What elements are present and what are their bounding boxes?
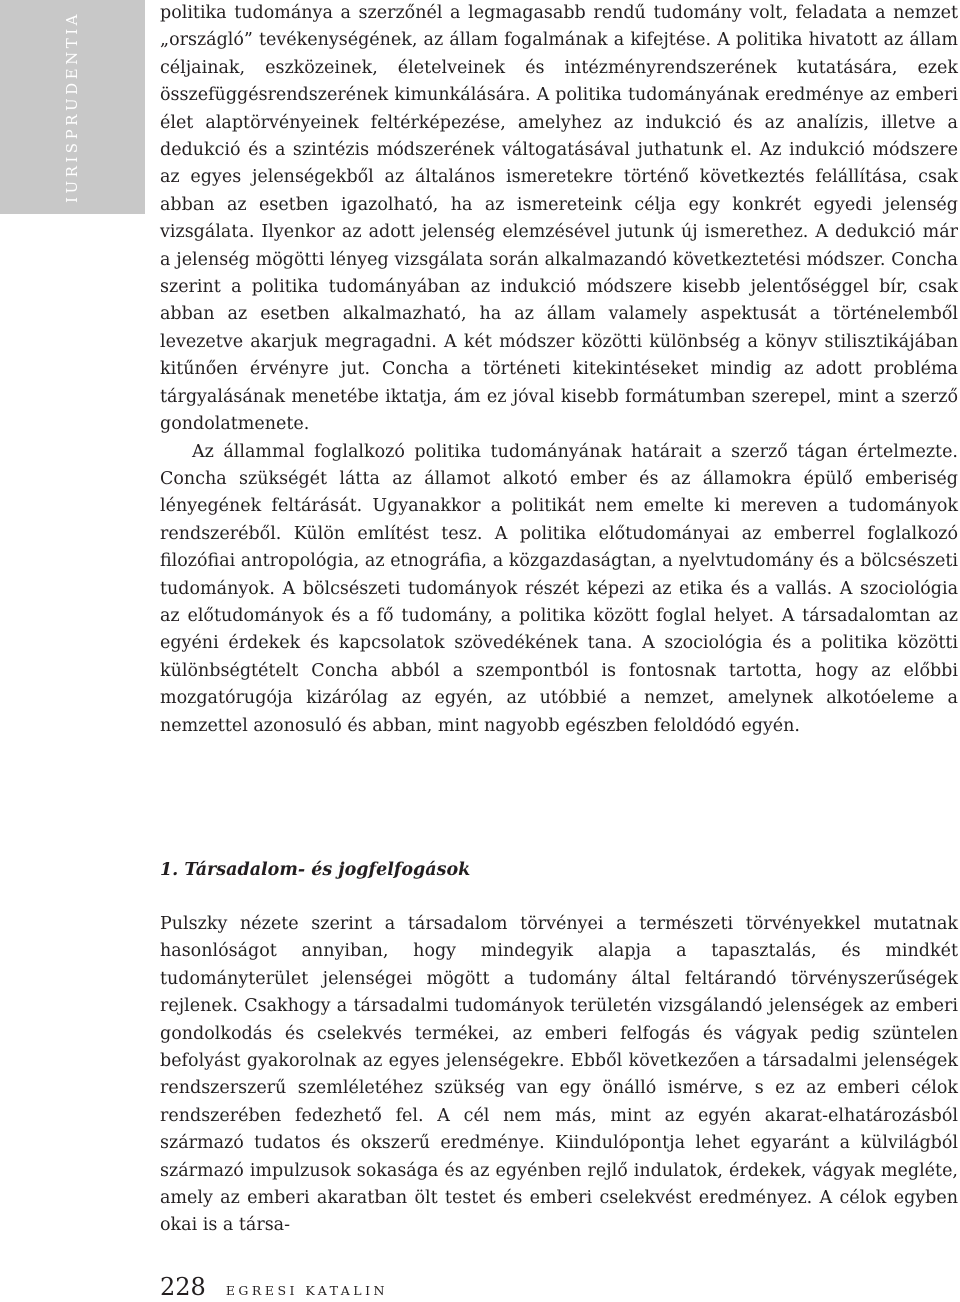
paragraph-2: Az állammal foglalkozó politika tudományának határait a szerző tágan értelmezte. Concha szükségét látta az államot alkotó ember és az államokra épülő emberiség lényegének feltárását. Ugyanakkor a politikát nem emelte ki mereven a tudományok rendszeréből. Külön említést tesz. A politika előtudományai az emberrel foglalkozó filozófiai antropológia, az etnográfia, a közgazdaságtan, a nyelvtudomány és a bölcsészeti tudományok. A bölcsészeti tudományok részét képezi az etika és a vallás. A szociológia az előtudományok és a fő tudomány, a politika között foglal helyet. A társadalomtan az egyéni érdekek és kapcsolatok szövedékének tana. A szociológia és a politika közötti különbségtételt Concha abból a szempontból is fontosnak tartotta, hogy az előbbi mozgatórugója kizárólag az egyén, az utóbbié a nemzet, amelynek alkotóeleme a nemzettel azonosuló és abban, mint nagyobb egészben feloldódó egyén. [160,441,958,736]
running-head: EGRESI KATALIN [225,1283,388,1298]
section-heading: 1. Társadalom- és jogfelfogások [160,860,471,880]
paragraph-1: politika tudománya a szerzőnél a legmagasabb rendű tudomány volt, feladata a nemzet „országló” tevékenységének, az állam fogalmának a kifejtése. A politika hivatott az állam céljainak, eszközeinek, életelveinek és intézményrendszerének kutatására, ezek összefüggésrendszerének kimunkálására. A politika tudományának eredménye az emberi élet alaptörvényeinek feltérképezése, amelyhez az indukció és az analízis, illetve a dedukció és a szintézis módszerének váltogatásával juthatunk el. Az indukció módszere az egyes jelenségekből az általános ismeretekre történő következtés felállítása, csak abban az esetben igazolható, ha az ismereteink célja egy konkrét egyedi jelenség vizsgálata. Ilyenkor az adott jelenség elemzésével jutunk új ismerethez. A dedukció már a jelenség mögötti lényeg vizsgálata során alkalmazandó következtetési módszer. Concha szerint a politika tudományában az indukció módszere kisebb jelentőséggel bír, csak abban az esetben alkalmazható, ha az állam valamely aspektusát a történelemből levezetve akarjuk megragadni. A két módszer közötti különbség a könyv stilisztikájában kitűnően érvényre jut. Concha a történeti kitekintéseket mindig az adott probléma tárgyalásának menetébe iktatja, ám ez jóval kisebb formátumban szerepel, mint a szerző gondolatmenete. [160,3,958,435]
side-tab-label: IURISPRUDENTIA [63,11,81,203]
body-text-bottom [160,911,958,1240]
paragraph-3: Pulszky nézete szerint a társadalom törvényei a természeti törvényekkel mutatnak hasonlóságot annyiban, hogy mindegyik alapja a tapasztalás, és mindkét tudományterület jelenségei mögött a tudomány által feltárandó törvényszerűségek rejlenek. Csakhogy a társadalmi tudományok területén vizsgálandó jelenségek az emberi gondolkodás és cselekvés termékei, az emberi felfogás és vágyak pedig szüntelen befolyást gyakorolnak az egyes jelenségekre. Ebből következően a társadalmi jelenségek rendszerszerű szemléletéhez szükség van egy önálló ismérve, s ez az emberi célok rendszerében fedezhető fel. A cél nem más, mint az egyén akarat-elhatározásból származó tudatos és okszerű eredménye. Kiindulópontja lehet egyaránt a külvilágból származó impulzusok sokasága és az egyénben rejlő indulatok, érdekek, vágyak megléte, amely az emberi akaratban ölt testet és emberi cselekvést eredményez. A célok egyben okai is a társa- [160,914,958,1236]
page-footer [160,1273,388,1301]
page-number: 228 [160,1273,206,1301]
side-tab [0,0,145,214]
body-text-top [160,0,958,740]
